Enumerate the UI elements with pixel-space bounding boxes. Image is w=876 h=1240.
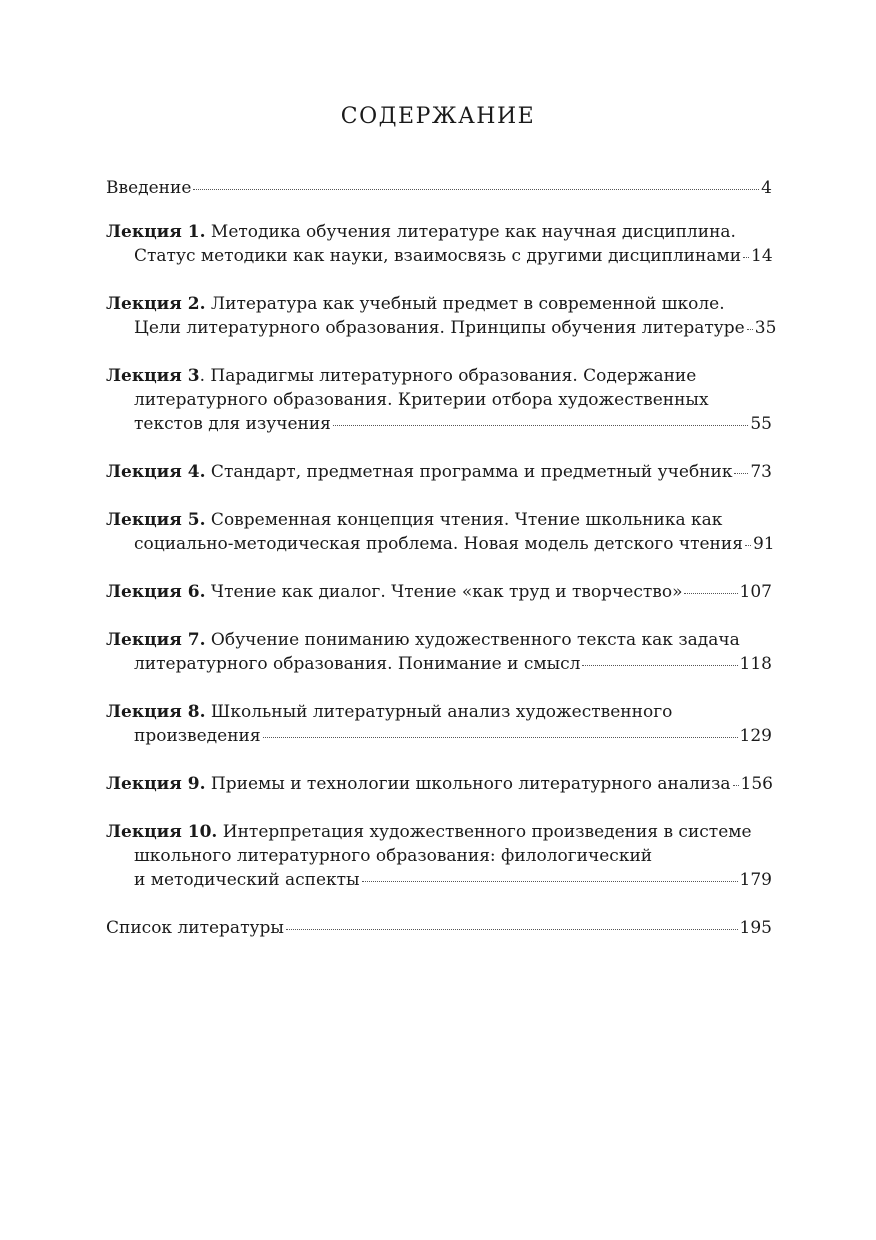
toc-line	[106, 508, 772, 532]
page-number: 14	[751, 246, 773, 266]
dot-leader	[743, 256, 749, 258]
toc-line-text: Лекция 3. Парадигмы литературного образования. Содержание	[106, 366, 697, 386]
toc-entry[interactable]	[106, 820, 772, 892]
toc-line	[106, 220, 772, 244]
dot-leader	[362, 880, 738, 882]
toc-line	[106, 724, 772, 748]
toc-line-text: школьного литературного образования: филологический	[134, 846, 653, 866]
page-number: 4	[761, 178, 772, 198]
toc-line-text: Статус методики как науки, взаимосвязь с другими дисциплинами	[134, 246, 742, 266]
dot-leader	[193, 188, 759, 190]
lecture-label: Лекция 6.	[106, 582, 206, 602]
dot-leader	[582, 664, 737, 666]
toc-line-text: Лекция 7. Обучение пониманию художественного текста как задача	[106, 630, 740, 650]
page-number: 179	[739, 870, 772, 890]
toc-line-text: социально-методическая проблема. Новая модель детского чтения	[134, 534, 743, 554]
lecture-label: Лекция 2.	[106, 294, 206, 314]
toc-line-text: Лекция 10. Интерпретация художественного произведения в системе	[106, 822, 752, 842]
dot-leader	[747, 328, 753, 330]
toc-entry[interactable]	[106, 580, 772, 604]
page-number: 107	[739, 582, 772, 602]
dot-leader	[333, 424, 748, 426]
page-number: 118	[739, 654, 772, 674]
toc-line-text: Цели литературного образования. Принципы обучения литературе	[134, 318, 745, 338]
toc-line	[106, 532, 775, 556]
toc-line-text: и методический аспекты	[134, 870, 360, 890]
toc-line-text: Лекция 9. Приемы и технологии школьного литературного анализа	[106, 774, 731, 794]
toc-line	[106, 364, 772, 388]
toc-line	[106, 388, 772, 412]
toc-entry[interactable]	[106, 292, 777, 340]
toc-entry[interactable]	[106, 460, 772, 484]
dot-leader	[734, 472, 748, 474]
toc-line-text: произведения	[134, 726, 261, 746]
toc-line	[106, 292, 772, 316]
lecture-label: Лекция 7.	[106, 630, 206, 650]
toc-entry[interactable]	[106, 364, 772, 436]
toc-line-text: литературного образования. Критерии отбора художественных	[134, 390, 709, 410]
lecture-label: Лекция 10.	[106, 822, 218, 842]
toc-line	[106, 628, 772, 652]
toc-line-text: текстов для изучения	[134, 414, 331, 434]
lecture-label: Лекция 3	[106, 366, 200, 386]
toc-entry[interactable]	[106, 916, 772, 940]
dot-leader	[684, 592, 737, 594]
toc-line	[106, 316, 777, 340]
toc-entry[interactable]	[106, 508, 775, 556]
page-number: 73	[750, 462, 772, 482]
toc-line-text: Лекция 5. Современная концепция чтения. Чтение школьника как	[106, 510, 723, 530]
toc-line	[106, 652, 772, 676]
toc-entry[interactable]	[106, 628, 772, 676]
toc-line-text: Список литературы	[106, 918, 284, 938]
toc-line-text: Лекция 1. Методика обучения литературе как научная дисциплина.	[106, 222, 736, 242]
lecture-label: Лекция 9.	[106, 774, 206, 794]
toc-line	[106, 412, 772, 436]
page-number: 156	[740, 774, 773, 794]
toc-entry[interactable]	[106, 700, 772, 748]
toc-line	[106, 244, 772, 268]
toc-line	[106, 700, 772, 724]
toc-entry[interactable]	[106, 176, 772, 200]
toc-entry[interactable]	[106, 772, 772, 796]
page-number: 195	[739, 918, 772, 938]
toc-line	[106, 844, 772, 868]
toc-line-text: Лекция 6. Чтение как диалог. Чтение «как труд и творчество»	[106, 582, 683, 602]
toc-line	[106, 820, 772, 844]
lecture-label: Лекция 4.	[106, 462, 206, 482]
toc-line	[106, 916, 772, 940]
lecture-label: Лекция 1.	[106, 222, 206, 242]
dot-leader	[745, 544, 751, 546]
toc-entry[interactable]	[106, 220, 772, 268]
page-number: 55	[750, 414, 772, 434]
toc-line	[106, 868, 772, 892]
lecture-label: Лекция 8.	[106, 702, 206, 722]
page-number: 35	[754, 318, 777, 338]
table-of-contents	[106, 176, 777, 940]
dot-leader	[263, 736, 738, 738]
lecture-label: Лекция 5.	[106, 510, 206, 530]
toc-line-text: Лекция 2. Литература как учебный предмет в современной школе.	[106, 294, 725, 314]
toc-line	[106, 176, 772, 200]
toc-line-text: Лекция 8. Школьный литературный анализ художественного	[106, 702, 673, 722]
dot-leader	[286, 928, 738, 930]
toc-line-text: Лекция 4. Стандарт, предметная программа и предметный учебник	[106, 462, 733, 482]
page-title: СОДЕРЖАНИЕ	[340, 104, 536, 129]
page-number: 129	[739, 726, 772, 746]
toc-line	[106, 580, 772, 604]
page-number: 91	[752, 534, 775, 554]
dot-leader	[733, 784, 739, 786]
toc-line	[106, 460, 772, 484]
toc-line-text: Введение	[106, 178, 192, 198]
toc-line-text: литературного образования. Понимание и смысл	[134, 654, 581, 674]
toc-line	[106, 772, 772, 796]
